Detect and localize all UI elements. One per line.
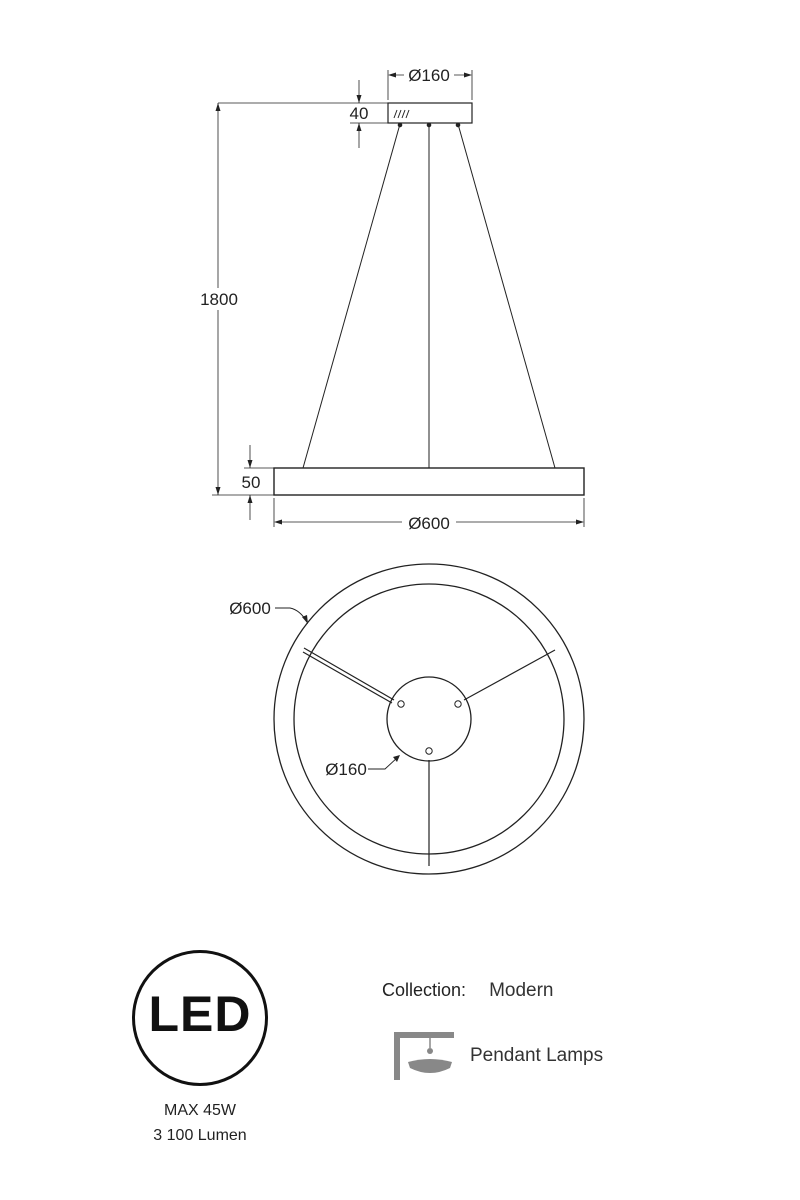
ring-diameter-top-label: Ø600 xyxy=(229,599,271,618)
wire-right xyxy=(458,124,555,468)
canopy-height-label: 40 xyxy=(349,104,369,123)
category-info xyxy=(392,1030,603,1082)
wire-left xyxy=(303,124,400,468)
lumen-rating: 3 100 Lumen xyxy=(153,1127,247,1144)
led-icon-text: LED xyxy=(148,986,252,1042)
pendant-lamp-icon xyxy=(392,1030,456,1082)
collection-label: Collection: xyxy=(382,980,467,1000)
ring-height-label: 50 xyxy=(241,473,261,492)
canopy-hatch xyxy=(394,110,409,118)
category-label: Pendant Lamps xyxy=(470,1045,604,1066)
hub-diameter-top-label: Ø160 xyxy=(325,760,367,779)
ring-diameter-side-label: Ø600 xyxy=(408,514,450,533)
side-view xyxy=(212,70,584,527)
top-view xyxy=(274,564,584,874)
canopy xyxy=(388,103,472,123)
spec-block xyxy=(130,1098,270,1148)
hub xyxy=(387,677,471,761)
power-rating: MAX 45W xyxy=(163,1102,236,1119)
collection-info xyxy=(382,980,553,1002)
suspension-height-label: 1800 xyxy=(200,290,238,309)
collection-value: Modern xyxy=(489,980,554,1001)
led-icon xyxy=(132,950,268,1086)
ring-side xyxy=(274,468,584,495)
led-badge xyxy=(130,950,270,1148)
canopy-diameter-label: Ø160 xyxy=(408,66,450,85)
